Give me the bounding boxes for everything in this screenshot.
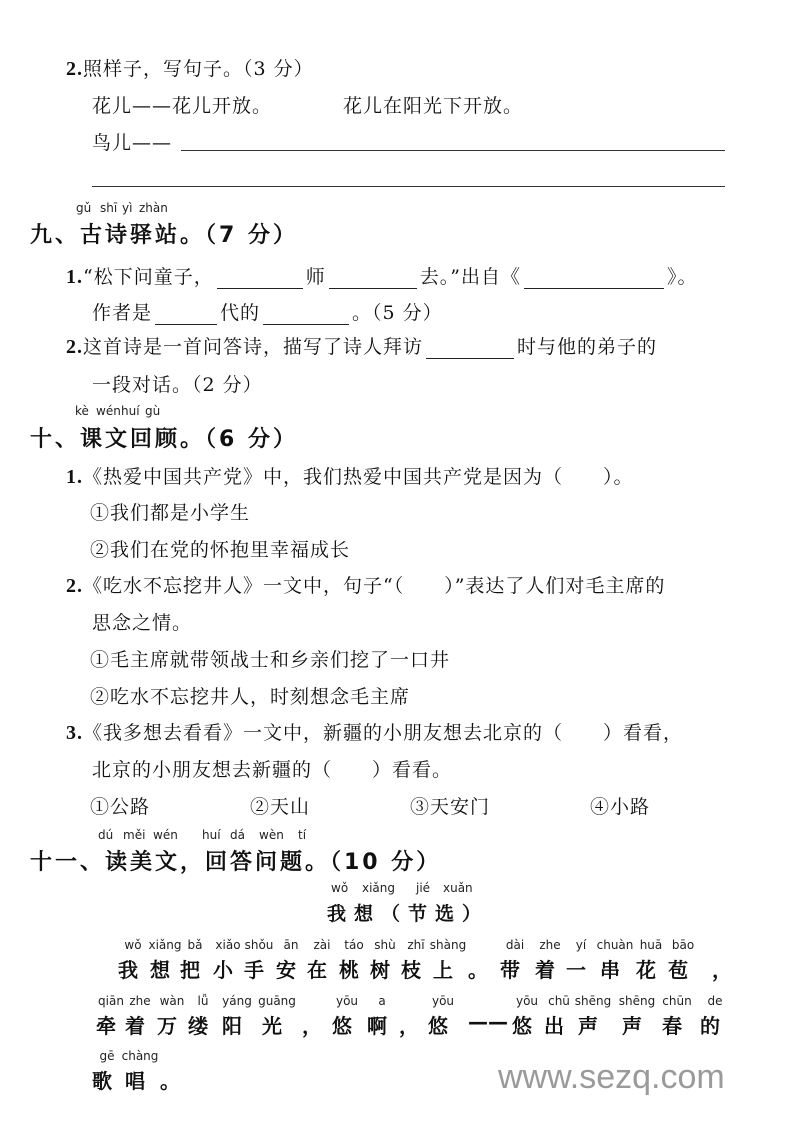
- pinyin: ān: [283, 938, 299, 952]
- pinyin: yōu: [431, 994, 455, 1008]
- pinyin: lǚ: [197, 994, 209, 1008]
- pinyin: shēng: [618, 994, 656, 1008]
- pinyin: zhe: [539, 938, 561, 952]
- question-number: 2.: [66, 58, 83, 80]
- pinyin-zhan: zhàn: [139, 201, 168, 215]
- pinyin-wo: wǒ: [331, 881, 349, 895]
- pinyin: de: [707, 994, 723, 1008]
- text: 《热爱中国共产党》中，我们热爱中国共产党是因为（ ）。: [83, 466, 634, 488]
- pinyin: xiǎng: [148, 938, 182, 952]
- passage-char: 光: [262, 1014, 282, 1038]
- passage-char: 想: [150, 958, 170, 982]
- s10-q3: [66, 718, 683, 745]
- passage-char: 着: [125, 1014, 145, 1038]
- s10-q1: [66, 462, 634, 489]
- passage-char: 出: [544, 1014, 564, 1038]
- text: 《我多想去看看》一文中，新疆的小朋友想去北京的（ ）看看，: [83, 722, 684, 744]
- s10-q2-option-2[interactable]: ②吃水不忘挖井人，时刻想念毛主席: [90, 686, 411, 708]
- pinyin: yōu: [335, 994, 359, 1008]
- fill-blank-poem-title[interactable]: [524, 270, 664, 289]
- question-number: 1.: [66, 466, 83, 488]
- pinyin: zài: [313, 938, 331, 952]
- text: 去。”出自《: [419, 266, 521, 288]
- passage-char: ，: [712, 958, 732, 982]
- pinyin: dài: [505, 938, 525, 952]
- passage-char: 牵: [96, 1014, 116, 1038]
- passage-char: 唱: [125, 1069, 145, 1093]
- pinyin: shēng: [574, 994, 612, 1008]
- text: 作者是: [92, 302, 153, 324]
- pinyin: gē: [99, 1049, 115, 1063]
- text: “松下问童子，: [83, 266, 214, 288]
- s10-q3-option-1[interactable]: ①公路: [90, 796, 151, 818]
- passage-char: 悠: [428, 1014, 448, 1038]
- pinyin: shǒu: [244, 938, 274, 952]
- pinyin: wǒ: [124, 938, 142, 952]
- pinyin: guāng: [258, 994, 296, 1008]
- passage-char: 上: [433, 958, 453, 982]
- s10-q3-option-3[interactable]: ③天安门: [410, 796, 491, 818]
- fill-blank-visit[interactable]: [426, 340, 514, 359]
- s9-q1-line1: [66, 262, 697, 289]
- passage-char: 春: [662, 1014, 682, 1038]
- passage-char: ，: [302, 1014, 322, 1038]
- passage-char: ——: [468, 1010, 508, 1034]
- text: 师: [305, 266, 326, 288]
- question-text: 照样子，写句子。（3 分）: [83, 58, 314, 80]
- passage-char: 串: [600, 958, 620, 982]
- section-11-title: 十一、读美文，回答问题。（10 分）: [30, 850, 442, 875]
- s10-q2-line2: 思念之情。: [92, 612, 193, 634]
- pinyin: a: [378, 994, 386, 1008]
- pinyin-ke: kè: [75, 404, 89, 418]
- text: 这首诗是一首问答诗，描写了诗人拜访: [83, 336, 424, 358]
- pinyin-du: dú: [98, 828, 114, 842]
- pinyin: wàn: [159, 994, 185, 1008]
- pinyin: yáng: [222, 994, 252, 1008]
- pinyin-hui: huí: [202, 828, 221, 842]
- text: 》。: [666, 266, 698, 288]
- s9-q2-line2: 一段对话。（2 分）: [92, 374, 263, 396]
- passage-char: 我: [118, 958, 138, 982]
- pinyin-xuan: xuǎn: [443, 881, 473, 895]
- fill-blank-1[interactable]: [217, 270, 303, 289]
- passage-char: 歌: [92, 1069, 112, 1093]
- passage-char: 把: [180, 958, 200, 982]
- passage-char: ，: [399, 1014, 419, 1038]
- pinyin: yōu: [515, 994, 539, 1008]
- passage-char: 苞: [668, 958, 688, 982]
- passage-char: 着: [535, 958, 555, 982]
- passage-char: 声: [622, 1014, 642, 1038]
- pinyin-hui: huí: [121, 404, 140, 418]
- question-number: 2.: [66, 575, 83, 597]
- s9-q2-line1: [66, 332, 657, 359]
- passage-char: 悠: [512, 1014, 532, 1038]
- s10-q1-option-1[interactable]: ①我们都是小学生: [90, 502, 251, 524]
- passage-char: 啊: [367, 1014, 387, 1038]
- pinyin-gu: gǔ: [76, 201, 92, 215]
- s10-q3-line2: 北京的小朋友想去新疆的（ ）看看。: [92, 759, 453, 781]
- pinyin: xiǎo: [215, 938, 241, 952]
- fill-blank-2[interactable]: [329, 270, 417, 289]
- text: 《吃水不忘挖井人》一文中，句子“（ ）”表达了人们对毛主席的: [83, 575, 666, 597]
- pinyin: qiān: [98, 994, 124, 1008]
- text: 代的: [220, 302, 261, 324]
- section-9-title: 九、古诗驿站。（7 分）: [30, 223, 298, 248]
- question-number: 1.: [66, 266, 83, 288]
- answer-line-1[interactable]: [181, 150, 725, 151]
- passage-char: 安: [276, 958, 296, 982]
- pinyin: yí: [575, 938, 587, 952]
- passage-char: 声: [578, 1014, 598, 1038]
- question-number: 2.: [66, 336, 83, 358]
- pinyin: shàng: [429, 938, 467, 952]
- task-prefix: 鸟儿——: [92, 132, 173, 154]
- passage-char: 树: [370, 958, 390, 982]
- passage-char: 。: [160, 1069, 180, 1093]
- passage-char: 的: [700, 1014, 720, 1038]
- pinyin-wen: wén: [153, 828, 178, 842]
- pinyin: chuàn: [596, 938, 634, 952]
- pinyin: táo: [344, 938, 364, 952]
- text: 。（5 分）: [352, 302, 443, 324]
- pinyin-gu: gù: [145, 404, 161, 418]
- pinyin-ti: tí: [298, 828, 307, 842]
- pinyin-da: dá: [230, 828, 245, 842]
- passage-char: 桃: [339, 958, 359, 982]
- passage-char: 悠: [332, 1014, 352, 1038]
- pinyin-jie: jié: [416, 881, 431, 895]
- pinyin: zhe: [129, 994, 151, 1008]
- pinyin-xiang: xiǎng: [362, 881, 396, 895]
- s10-q3-option-4[interactable]: ④小路: [590, 796, 651, 818]
- pinyin: chàng: [121, 1049, 159, 1063]
- passage-char: 带: [500, 958, 520, 982]
- passage-char: 花: [636, 958, 656, 982]
- pinyin: chū: [548, 994, 570, 1008]
- passage-title: 我想（节选）: [327, 903, 490, 925]
- question-number: 3.: [66, 722, 83, 744]
- example-sentence-a: 花儿——花儿开放。: [92, 95, 273, 117]
- fill-blank-dynasty[interactable]: [155, 306, 217, 325]
- pinyin-shi: shī: [100, 201, 118, 215]
- pinyin: bāo: [671, 938, 695, 952]
- s10-q3-option-2[interactable]: ②天山: [250, 796, 311, 818]
- pinyin-mei: měi: [123, 828, 146, 842]
- passage-char: 在: [307, 958, 327, 982]
- pinyin-yi: yì: [122, 201, 133, 215]
- fill-blank-author[interactable]: [263, 306, 349, 325]
- text: 时与他的弟子的: [517, 336, 658, 358]
- passage-char: 缕: [188, 1014, 208, 1038]
- s9-q1-line2: [92, 298, 443, 325]
- example-sentence-b: 花儿在阳光下开放。: [343, 95, 524, 117]
- passage-char: 一: [566, 958, 586, 982]
- passage-char: 手: [244, 958, 264, 982]
- s10-q2: [66, 571, 665, 598]
- pinyin: huā: [639, 938, 663, 952]
- pinyin: chūn: [662, 994, 692, 1008]
- passage-char: 小: [213, 958, 233, 982]
- answer-line-2[interactable]: [92, 186, 725, 187]
- pinyin-wen: wén: [96, 404, 121, 418]
- q8-2-prompt: [66, 54, 314, 81]
- watermark: www.sezq.com: [498, 1058, 725, 1096]
- passage-char: 阳: [222, 1014, 242, 1038]
- passage-char: 枝: [401, 958, 421, 982]
- s10-q1-option-2[interactable]: ②我们在党的怀抱里幸福成长: [90, 539, 351, 561]
- pinyin: bǎ: [187, 938, 203, 952]
- passage-char: 。: [468, 958, 488, 982]
- section-10-title: 十、课文回顾。（6 分）: [30, 427, 298, 452]
- pinyin: zhī: [407, 938, 425, 952]
- passage-char: 万: [157, 1014, 177, 1038]
- pinyin-wen2: wèn: [259, 828, 284, 842]
- s10-q2-option-1[interactable]: ①毛主席就带领战士和乡亲们挖了一口井: [90, 649, 451, 671]
- pinyin: shù: [374, 938, 396, 952]
